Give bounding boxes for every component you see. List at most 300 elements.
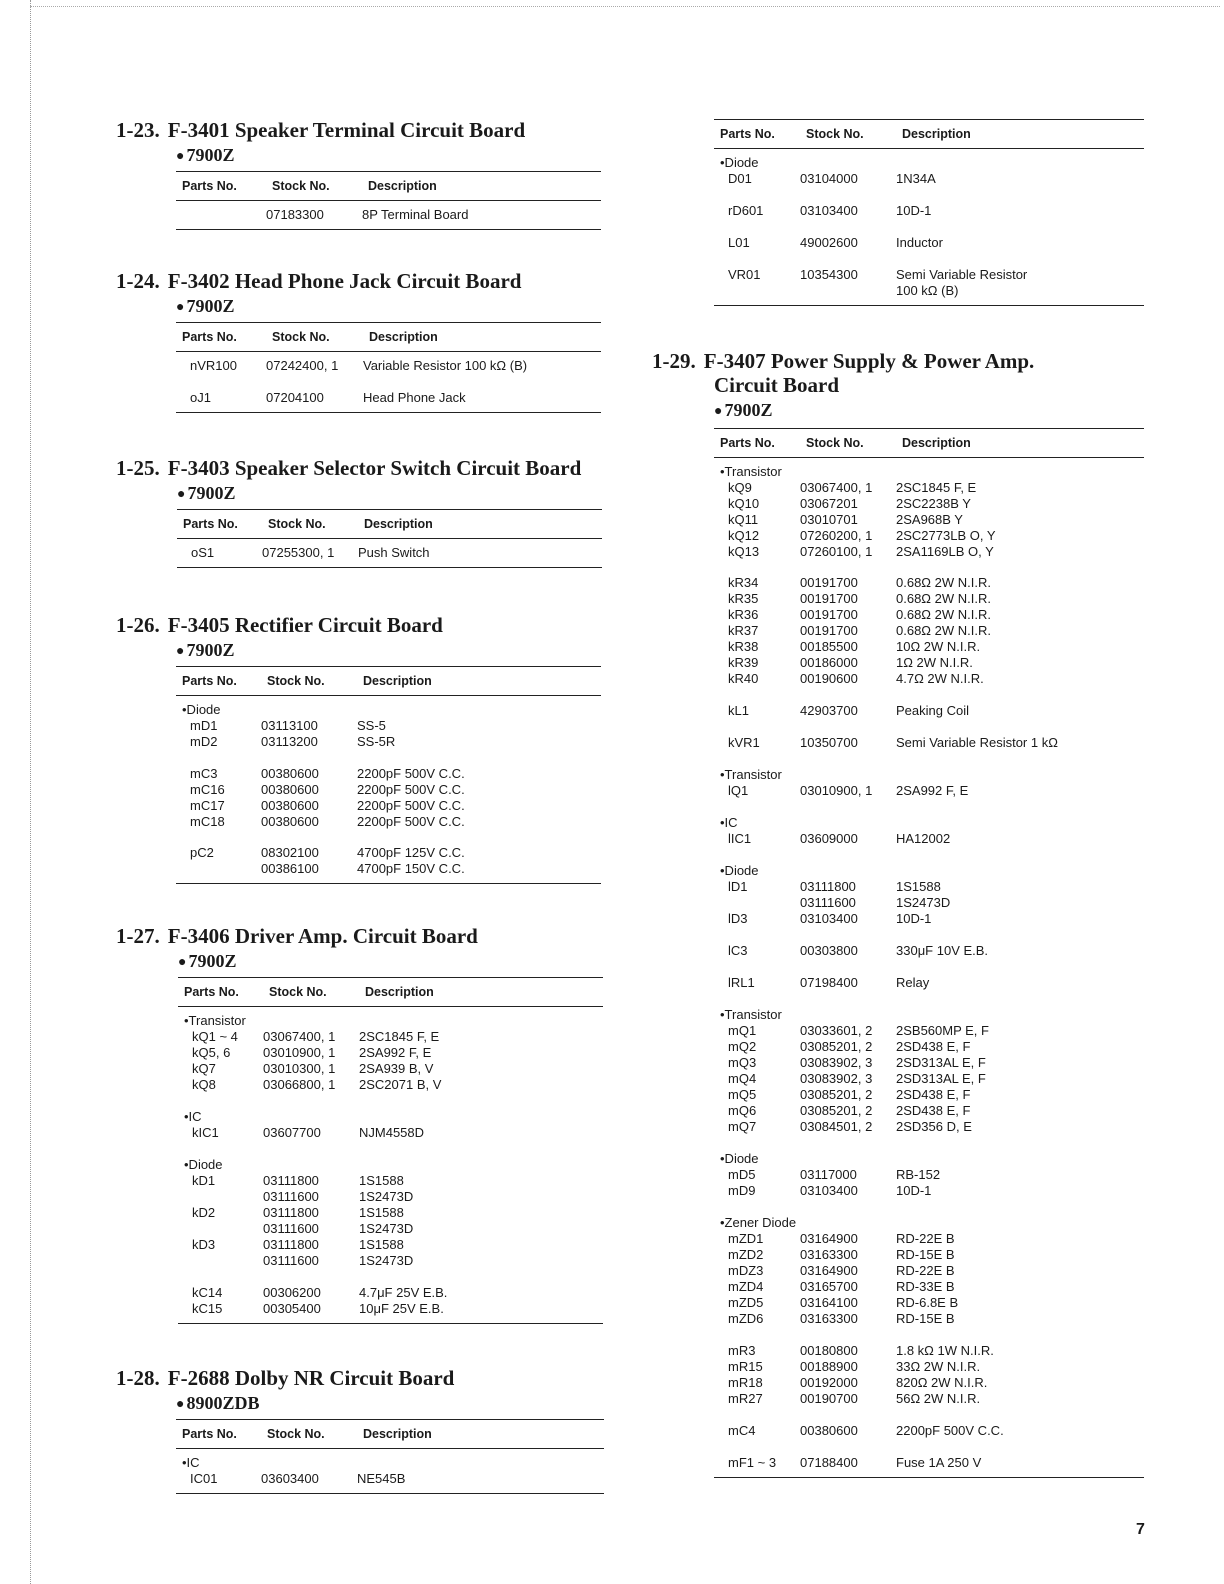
table-row	[178, 1077, 603, 1093]
description-cell: 10D-1	[896, 1183, 932, 1198]
description-cell: 2SD438 E, F	[896, 1103, 971, 1118]
table-row	[178, 1061, 603, 1077]
stock-no-cell: 03111600	[263, 1221, 319, 1236]
stock-no-cell: 00190600	[800, 671, 858, 686]
description-cell: 2200pF 500V C.C.	[357, 766, 465, 781]
table-row	[714, 975, 1144, 991]
description-cell: 2SC2071 B, V	[359, 1077, 442, 1092]
description-header: Description	[364, 517, 433, 531]
stock-no-cell: 00303800	[800, 943, 858, 958]
description-header: Description	[902, 436, 971, 450]
scan-edge	[0, 0, 31, 1584]
category-label: •Diode	[182, 702, 221, 717]
parts-no-cell: kD1	[192, 1173, 216, 1188]
description-cell: Semi Variable Resistor 1 kΩ	[896, 735, 1058, 750]
table-row	[176, 798, 601, 814]
parts-no-cell	[178, 1221, 263, 1237]
section-number: 1-27.	[116, 924, 160, 948]
group-spacer	[714, 1439, 1144, 1455]
category-label: •Transistor	[720, 767, 782, 782]
table-row	[714, 496, 1144, 512]
table-row	[714, 671, 1144, 687]
group-spacer	[714, 719, 1144, 735]
stock-no-cell: 08302100	[261, 845, 319, 860]
category-label: •Zener Diode	[720, 1215, 797, 1230]
stock-no-header: Stock No.	[267, 1427, 325, 1441]
parts-no-cell	[178, 1253, 263, 1269]
parts-no-cell: kQ8	[192, 1077, 216, 1092]
table-header	[178, 978, 603, 1007]
model-label	[116, 951, 603, 973]
description-cell: 1S1588	[359, 1237, 404, 1252]
stock-no-cell: 03085201, 2	[800, 1087, 873, 1102]
section-1-28	[116, 1366, 604, 1494]
table-row	[714, 203, 1144, 219]
description-cell: 2SD438 E, F	[896, 1087, 971, 1102]
table-row	[714, 575, 1144, 591]
bullet-icon: ●	[176, 1397, 185, 1412]
table-row	[176, 207, 601, 223]
category-label: •Transistor	[184, 1013, 246, 1028]
model-label	[116, 296, 601, 318]
description-cell: 1S2473D	[359, 1253, 414, 1268]
table-row	[176, 861, 601, 877]
table-row	[714, 1311, 1144, 1327]
parts-no-cell: mQ2	[728, 1039, 757, 1054]
category-label: •Transistor	[720, 464, 782, 479]
parts-no-cell: rD601	[728, 203, 764, 218]
parts-no-cell: oJ1	[190, 390, 211, 405]
stock-no-cell: 03010900, 1	[800, 783, 873, 798]
stock-no-cell: 03010900, 1	[263, 1045, 336, 1060]
description-cell: Fuse 1A 250 V	[896, 1455, 982, 1470]
parts-no-cell: kR37	[728, 623, 759, 638]
stock-no-cell: 03033601, 2	[800, 1023, 873, 1038]
category-label: •Diode	[720, 1151, 759, 1166]
parts-no-cell: kD3	[192, 1237, 216, 1252]
table-row	[176, 814, 601, 830]
parts-no-cell: lIC1	[728, 831, 752, 846]
parts-no-cell: kR34	[728, 575, 759, 590]
table-row	[714, 623, 1144, 639]
table-header	[714, 120, 1144, 149]
stock-no-cell: 03083902, 3	[800, 1071, 873, 1086]
stock-no-cell: 07260100, 1	[800, 544, 873, 559]
table-row	[714, 591, 1144, 607]
group-spacer	[714, 1135, 1144, 1151]
description-cell: 10μF 25V E.B.	[359, 1301, 444, 1316]
table-row	[178, 1253, 603, 1269]
description-cell: 4.7Ω 2W N.I.R.	[896, 671, 984, 686]
stock-no-cell: 03066800, 1	[263, 1077, 336, 1092]
description-cell: 0.68Ω 2W N.I.R.	[896, 591, 991, 606]
description-cell: Variable Resistor 100 kΩ (B)	[363, 358, 528, 373]
stock-no-cell: 00188900	[800, 1359, 858, 1374]
stock-no-cell: 00190700	[800, 1391, 858, 1406]
description-cell: 2200pF 500V C.C.	[357, 782, 465, 797]
description-cell: 1N34A	[896, 171, 936, 186]
section-title	[116, 924, 603, 948]
table-row	[714, 735, 1144, 751]
stock-no-cell: 00185500	[800, 639, 858, 654]
section-number: 1-23.	[116, 118, 160, 142]
bullet-icon: ●	[178, 955, 187, 970]
parts-no-cell: IC01	[190, 1471, 218, 1486]
section-1-26	[116, 613, 601, 884]
parts-no-cell: mR3	[728, 1343, 756, 1358]
description-header: Description	[363, 674, 432, 688]
stock-no-cell: 03010300, 1	[263, 1061, 336, 1076]
table-header	[176, 1420, 604, 1449]
parts-no-cell: kR35	[728, 591, 759, 606]
group-spacer	[714, 187, 1144, 203]
description-cell: 10D-1	[896, 203, 932, 218]
table-row	[176, 782, 601, 798]
parts-no-cell: lRL1	[728, 975, 755, 990]
stock-no-header: Stock No.	[267, 674, 325, 688]
stock-no-cell: 10350700	[800, 735, 858, 750]
parts-no-header: Parts No.	[184, 985, 239, 999]
parts-no-cell: kR38	[728, 639, 759, 654]
table-row	[714, 1455, 1144, 1471]
description-cell: Head Phone Jack	[363, 390, 466, 405]
table-row	[714, 512, 1144, 528]
table-row	[714, 528, 1144, 544]
stock-no-cell: 03111600	[263, 1189, 319, 1204]
table-row	[714, 895, 1144, 911]
description-cell: 2SC2238B Y	[896, 496, 971, 511]
section-title-text: F-3405 Rectifier Circuit Board	[167, 613, 443, 637]
table-row	[714, 1167, 1144, 1183]
description-cell: 2SC1845 F, E	[359, 1029, 440, 1044]
table-row	[176, 718, 601, 734]
description-cell: 8P Terminal Board	[362, 207, 469, 222]
parts-no-cell: kQ7	[192, 1061, 216, 1076]
parts-no-cell	[714, 895, 800, 911]
stock-no-cell: 07260200, 1	[800, 528, 873, 543]
description-cell: 100 kΩ (B)	[896, 283, 959, 298]
parts-no-cell: mD2	[190, 734, 218, 749]
parts-no-cell: mQ4	[728, 1071, 757, 1086]
table-body	[176, 696, 601, 883]
description-cell: 2SD313AL E, F	[896, 1055, 986, 1070]
section-title-line2: Circuit Board	[714, 373, 840, 397]
description-header: Description	[363, 1427, 432, 1441]
group-spacer	[714, 847, 1144, 863]
table-body	[714, 458, 1144, 1477]
description-cell: 1S1588	[359, 1205, 404, 1220]
parts-no-header: Parts No.	[720, 127, 775, 141]
description-cell: 0.68Ω 2W N.I.R.	[896, 623, 991, 638]
parts-no-cell	[176, 861, 261, 877]
model-label	[116, 483, 602, 505]
stock-no-cell: 03010701	[800, 512, 858, 527]
description-cell: Semi Variable Resistor	[896, 267, 1028, 282]
stock-no-cell: 00191700	[800, 607, 858, 622]
parts-no-cell: mC18	[190, 814, 225, 829]
parts-no-header: Parts No.	[182, 1427, 237, 1441]
parts-no-cell: mQ1	[728, 1023, 757, 1038]
bullet-icon: ●	[176, 300, 185, 315]
group-spacer	[714, 1327, 1144, 1343]
stock-no-cell: 03084501, 2	[800, 1119, 873, 1134]
scan-top-edge	[30, 6, 1220, 7]
section-title-text: F-3402 Head Phone Jack Circuit Board	[167, 269, 522, 293]
parts-no-cell	[714, 283, 800, 299]
description-cell: 820Ω 2W N.I.R.	[896, 1375, 988, 1390]
table-row	[178, 1285, 603, 1301]
stock-no-cell: 00305400	[263, 1301, 321, 1316]
stock-no-cell: 03111800	[263, 1173, 319, 1188]
description-header: Description	[368, 179, 437, 193]
description-cell: 2SC1845 F, E	[896, 480, 977, 495]
description-cell: 2200pF 500V C.C.	[357, 798, 465, 813]
stock-no-cell: 03163300	[800, 1247, 858, 1262]
section-1-24	[116, 269, 601, 413]
parts-table	[177, 509, 602, 568]
parts-no-cell: mD5	[728, 1167, 756, 1182]
stock-no-cell: 07255300, 1	[262, 545, 335, 560]
table-row	[714, 1375, 1144, 1391]
parts-no-cell	[176, 207, 266, 223]
parts-no-cell: mC16	[190, 782, 225, 797]
stock-no-cell: 00180800	[800, 1343, 858, 1358]
description-cell: 1S2473D	[359, 1221, 414, 1236]
section-number: 1-25.	[116, 456, 160, 480]
table-row	[178, 1205, 603, 1221]
stock-no-cell: 00386100	[261, 861, 319, 876]
table-row	[714, 1423, 1144, 1439]
model-name: 7900Z	[188, 951, 237, 971]
stock-no-cell: 03164900	[800, 1231, 858, 1246]
category-label: •Diode	[720, 155, 759, 170]
description-cell: 56Ω 2W N.I.R.	[896, 1391, 981, 1406]
stock-no-cell: 00191700	[800, 591, 858, 606]
group-spacer	[714, 251, 1144, 267]
table-row	[714, 639, 1144, 655]
description-header: Description	[369, 330, 438, 344]
parts-no-cell: kD2	[192, 1205, 216, 1220]
model-name: 7900Z	[724, 400, 773, 420]
stock-no-cell: 03165700	[800, 1279, 858, 1294]
stock-no-cell: 00380600	[261, 782, 319, 797]
description-cell: RD-22E B	[896, 1231, 955, 1246]
group-spacer	[714, 927, 1144, 943]
description-cell: Peaking Coil	[896, 703, 969, 718]
section-1-28-continued	[714, 119, 1144, 306]
table-row	[714, 1263, 1144, 1279]
description-cell: 1.8 kΩ 1W N.I.R.	[896, 1343, 994, 1358]
group-spacer	[176, 750, 601, 766]
stock-no-cell: 03603400	[261, 1471, 319, 1486]
parts-no-cell: mZD2	[728, 1247, 764, 1262]
parts-no-cell: kL1	[728, 703, 749, 718]
parts-no-cell: kR40	[728, 671, 759, 686]
description-cell: 1Ω 2W N.I.R.	[896, 655, 973, 670]
stock-no-cell: 03164100	[800, 1295, 858, 1310]
bullet-icon: ●	[176, 644, 185, 659]
section-1-27	[116, 924, 603, 1324]
table-header	[176, 323, 601, 352]
stock-no-cell: 00306200	[263, 1285, 321, 1300]
description-cell: 4700pF 150V C.C.	[357, 861, 465, 876]
table-row	[714, 1391, 1144, 1407]
table-row	[714, 1343, 1144, 1359]
table-row	[178, 1189, 603, 1205]
stock-no-cell: 07188400	[800, 1455, 858, 1470]
parts-no-cell: kVR1	[728, 735, 760, 750]
table-row	[714, 1183, 1144, 1199]
table-row	[714, 1039, 1144, 1055]
table-row	[176, 845, 601, 861]
description-cell: Relay	[896, 975, 930, 990]
table-row	[714, 1055, 1144, 1071]
section-number: 1-26.	[116, 613, 160, 637]
group-spacer	[714, 799, 1144, 815]
table-row	[176, 766, 601, 782]
parts-no-cell: kC14	[192, 1285, 223, 1300]
stock-no-cell: 00191700	[800, 575, 858, 590]
description-cell: 1S1588	[359, 1173, 404, 1188]
description-cell: 330μF 10V E.B.	[896, 943, 989, 958]
parts-no-header: Parts No.	[182, 179, 237, 193]
group-spacer	[714, 959, 1144, 975]
category-label: •IC	[720, 815, 738, 830]
stock-no-cell: 00191700	[800, 623, 858, 638]
description-cell: HA12002	[896, 831, 951, 846]
stock-no-header: Stock No.	[272, 330, 330, 344]
table-row	[714, 1087, 1144, 1103]
section-number: 1-29.	[652, 349, 696, 373]
table-row	[178, 1301, 603, 1317]
section-title	[116, 613, 601, 637]
parts-no-cell: mC3	[190, 766, 218, 781]
table-header	[176, 172, 601, 201]
model-name: 7900Z	[186, 640, 235, 660]
parts-no-cell	[178, 1189, 263, 1205]
category-label: •IC	[184, 1109, 202, 1124]
parts-table	[176, 171, 601, 230]
section-title-text: F-3401 Speaker Terminal Circuit Board	[167, 118, 526, 142]
category-label: •Diode	[720, 863, 759, 878]
description-cell: RD-6.8E B	[896, 1295, 959, 1310]
parts-no-cell: nVR100	[190, 358, 237, 373]
parts-table	[176, 666, 601, 884]
stock-no-cell: 00192000	[800, 1375, 858, 1390]
description-cell: 2200pF 500V C.C.	[357, 814, 465, 829]
stock-no-cell: 07242400, 1	[266, 358, 339, 373]
group-spacer	[714, 219, 1144, 235]
table-body	[176, 352, 601, 412]
description-cell: 2SD438 E, F	[896, 1039, 971, 1054]
parts-no-header: Parts No.	[183, 517, 238, 531]
table-body	[714, 149, 1144, 305]
table-row	[714, 1071, 1144, 1087]
table-row	[714, 703, 1144, 719]
stock-no-cell: 03104000	[800, 171, 858, 186]
parts-no-cell: kIC1	[192, 1125, 219, 1140]
parts-no-cell: mF1 ~ 3	[728, 1455, 777, 1470]
parts-no-cell: lQ1	[728, 783, 749, 798]
description-cell: SS-5	[357, 718, 386, 733]
description-cell: 1S2473D	[896, 895, 951, 910]
parts-no-cell: VR01	[728, 267, 761, 282]
model-label	[116, 1393, 604, 1415]
description-cell: RB-152	[896, 1167, 941, 1182]
table-row	[714, 1023, 1144, 1039]
stock-no-cell: 03067201	[800, 496, 858, 511]
parts-no-cell: kQ9	[728, 480, 752, 495]
stock-no-cell: 03067400, 1	[800, 480, 873, 495]
table-header	[177, 510, 602, 539]
model-label	[652, 400, 1144, 422]
parts-no-cell: mQ7	[728, 1119, 757, 1134]
bullet-icon: ●	[176, 149, 185, 164]
table-row	[177, 545, 602, 561]
description-cell: RD-15E B	[896, 1311, 955, 1326]
stock-no-cell: 03609000	[800, 831, 858, 846]
table-row	[714, 655, 1144, 671]
stock-no-cell: 03103400	[800, 911, 858, 926]
parts-no-cell: mZD5	[728, 1295, 764, 1310]
table-row	[714, 1247, 1144, 1263]
description-cell: 2SA968B Y	[896, 512, 963, 527]
table-row	[714, 1359, 1144, 1375]
description-cell: RD-22E B	[896, 1263, 955, 1278]
stock-no-cell: 03111800	[263, 1237, 319, 1252]
parts-no-cell: mC4	[728, 1423, 756, 1438]
group-spacer	[714, 751, 1144, 767]
parts-no-cell: kC15	[192, 1301, 223, 1316]
stock-no-cell: 07204100	[266, 390, 324, 405]
description-cell: 2SA992 F, E	[896, 783, 969, 798]
stock-no-cell: 03163300	[800, 1311, 858, 1326]
stock-no-cell: 03067400, 1	[263, 1029, 336, 1044]
parts-no-cell: lC3	[728, 943, 748, 958]
parts-table	[714, 428, 1144, 1478]
description-cell: 2SC2773LB O, Y	[896, 528, 996, 543]
table-row	[714, 607, 1144, 623]
group-spacer	[176, 830, 601, 845]
table-row	[176, 390, 601, 406]
stock-no-cell: 07183300	[266, 207, 324, 222]
parts-no-cell: kQ5, 6	[192, 1045, 231, 1060]
stock-no-cell: 03083902, 3	[800, 1055, 873, 1070]
table-row	[714, 943, 1144, 959]
stock-no-cell: 07198400	[800, 975, 858, 990]
parts-no-cell: mC17	[190, 798, 225, 813]
parts-no-cell: kR36	[728, 607, 759, 622]
table-row	[178, 1045, 603, 1061]
parts-no-cell: kQ13	[728, 544, 760, 559]
table-row	[178, 1125, 603, 1141]
stock-no-cell: 03113100	[261, 718, 318, 733]
parts-no-cell: kQ10	[728, 496, 760, 511]
stock-no-cell: 03607700	[263, 1125, 321, 1140]
table-row	[714, 831, 1144, 847]
model-name: 8900ZDB	[186, 1393, 260, 1413]
model-name: 7900Z	[186, 296, 235, 316]
table-body	[176, 201, 601, 229]
parts-no-cell: lD3	[728, 911, 748, 926]
category-label: •Transistor	[720, 1007, 782, 1022]
stock-no-header: Stock No.	[806, 436, 864, 450]
stock-no-cell: 00186000	[800, 655, 858, 670]
parts-no-cell: mZD1	[728, 1231, 764, 1246]
stock-no-cell: 00380600	[261, 766, 319, 781]
description-cell: 1S2473D	[359, 1189, 414, 1204]
parts-no-cell: mQ5	[728, 1087, 757, 1102]
